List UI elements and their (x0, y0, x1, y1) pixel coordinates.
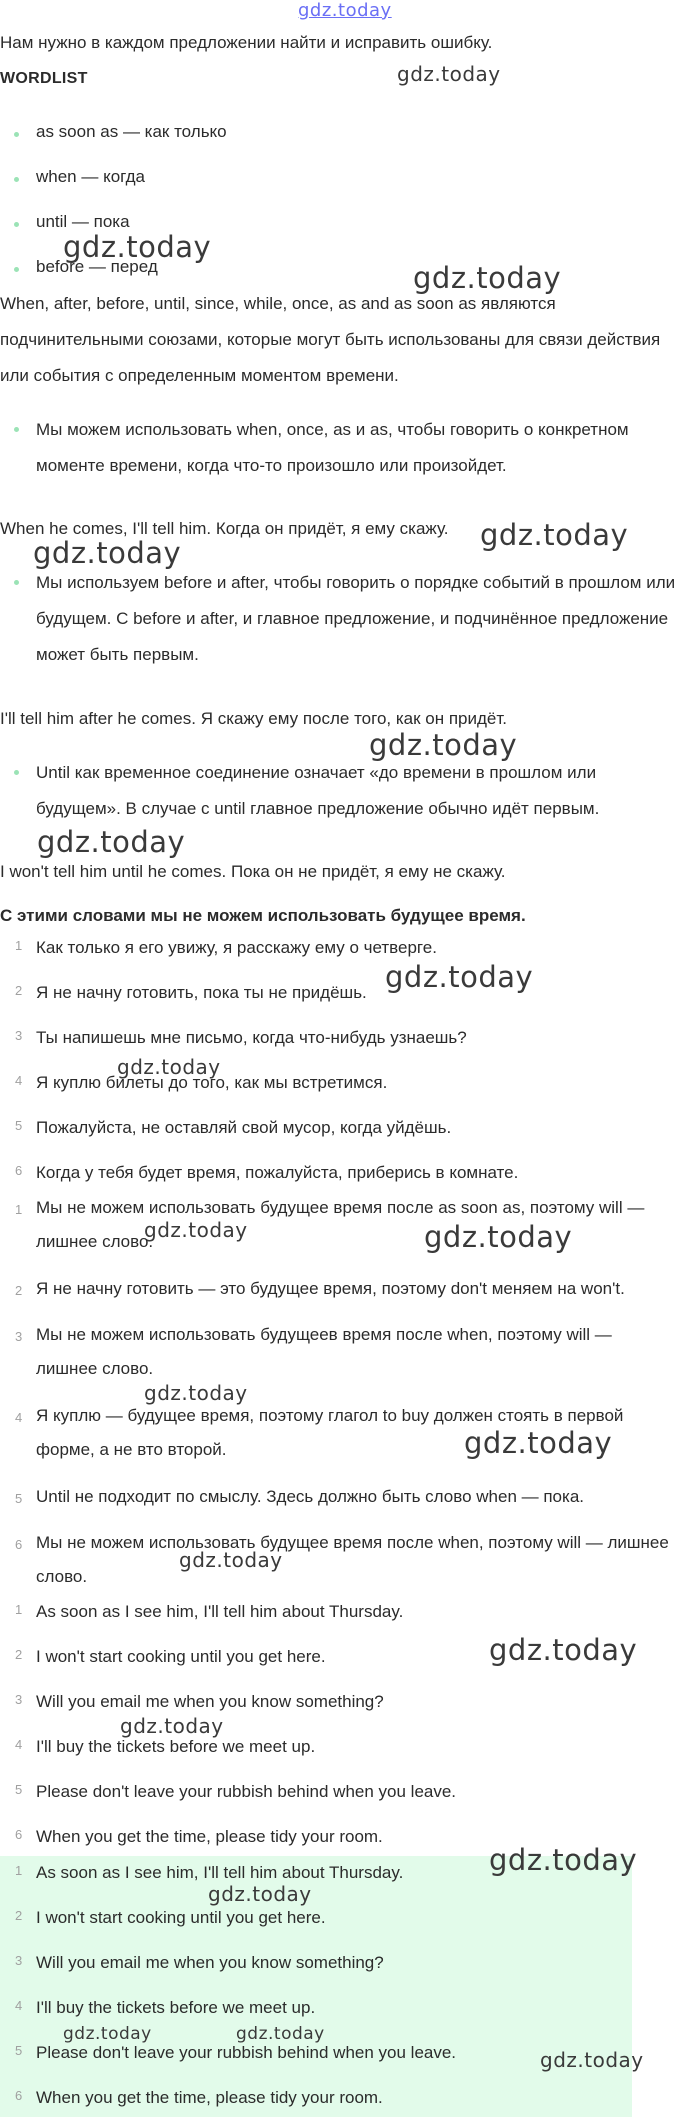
item-number: 6 (15, 1537, 23, 1552)
watermark: gdz.today (63, 230, 212, 264)
item-text: Когда у тебя будет время, пожалуйста, приберись в комнате. (36, 1163, 519, 1182)
item-number: 6 (15, 2088, 23, 2103)
item-text: Will you email me when you know something? (36, 1953, 384, 1972)
watermark: gdz.today (424, 1220, 573, 1254)
item-text: Как только я его увижу, я расскажу ему о четверге. (36, 938, 437, 957)
item-number: 1 (15, 1863, 23, 1878)
wordlist-item: before — перед (36, 257, 158, 276)
watermark: gdz.today (480, 518, 629, 552)
watermark: gdz.today (144, 1381, 248, 1405)
watermark: gdz.today (63, 2024, 152, 2044)
item-text: I won't start cooking until you get here. (36, 1647, 326, 1666)
item-text: When you get the time, please tidy your room. (36, 2088, 383, 2107)
bullet-dot (14, 427, 24, 437)
watermark: gdz.today (489, 1633, 638, 1667)
watermark: gdz.today (236, 2024, 325, 2044)
item-number: 5 (15, 1118, 23, 1133)
task-intro: Нам нужно в каждом предложении найти и исправить ошибку. (0, 33, 493, 52)
bullet-dot (14, 222, 24, 232)
bullet-dot (14, 177, 24, 187)
item-text: Я куплю — будущее время, поэтому глагол to buy должен стоять в первой форме, а не вто второй. (36, 1406, 624, 1459)
item-number: 3 (15, 1953, 23, 1968)
item-text: Please don't leave your rubbish behind when you leave. (36, 2043, 457, 2062)
wordlist-heading: WORDLIST (0, 70, 88, 87)
item-number: 3 (15, 1692, 23, 1707)
bullet-dot (14, 580, 24, 590)
item-text: Я куплю билеты до того, как мы встретимся. (36, 1073, 388, 1092)
item-number: 6 (15, 1827, 23, 1842)
watermark: gdz.today (208, 1882, 312, 1906)
watermark: gdz.today (369, 728, 518, 762)
wordlist-item: until — пока (36, 212, 130, 231)
item-number: 4 (15, 1998, 23, 2013)
item-number: 4 (15, 1073, 23, 1088)
item-text: Я не начну готовить — это будущее время, поэтому don't меняем на won't. (36, 1279, 625, 1298)
item-number: 5 (15, 2043, 23, 2058)
item-text: Я не начну готовить, пока ты не придёшь. (36, 983, 367, 1002)
future-tense-note: С этими словами мы не можем использовать будущее время. (0, 906, 526, 925)
item-number: 1 (15, 1202, 23, 1217)
bullet-dot (14, 770, 24, 780)
item-number: 3 (15, 1028, 23, 1043)
item-text: As soon as I see him, I'll tell him about Thursday. (36, 1602, 404, 1621)
item-text: I won't start cooking until you get here. (36, 1908, 326, 1927)
watermark: gdz.today (464, 1426, 613, 1460)
watermark: gdz.today (413, 261, 562, 295)
rule-bullet: Мы используем before и after, чтобы говорить о порядке событий в прошлом или будущем. С before и after, и главное предложение, и подчинённое предложение может быть первым. (36, 573, 676, 664)
watermark: gdz.today (117, 1055, 221, 1079)
item-text: Мы не можем использовать будущее время после as soon as, поэтому will — лишнее слово. (36, 1198, 645, 1251)
wordlist-item: when — когда (36, 167, 145, 186)
item-number: 2 (15, 1908, 23, 1923)
bullet-dot (14, 267, 24, 277)
item-text: Мы не можем использовать будущее время после when, поэтому will — лишнее слово. (36, 1533, 669, 1586)
bullet-dot (14, 132, 24, 142)
item-number: 2 (15, 983, 23, 998)
rule-bullet: Until как временное соединение означает «до времени в прошлом или будущем». В случае с until главное предложение обычно идёт первым. (36, 763, 600, 818)
conjunctions-paragraph: When, after, before, until, since, while, once, as and as soon as являются подчинительными союзами, которые могут быть использованы для связи действия или события с определенным моментом времени. (0, 294, 661, 385)
item-number: 2 (15, 1647, 23, 1662)
answer-highlight-block (0, 1856, 632, 2117)
item-text: As soon as I see him, I'll tell him about Thursday. (36, 1863, 404, 1882)
example-sentence: When he comes, I'll tell him. Когда он придёт, я ему скажу. (0, 519, 449, 538)
example-sentence: I'll tell him after he comes. Я скажу ему после того, как он придёт. (0, 709, 507, 728)
item-number: 6 (15, 1163, 23, 1178)
item-text: Ты напишешь мне письмо, когда что-нибудь узнаешь? (36, 1028, 467, 1047)
example-sentence: I won't tell him until he comes. Пока он не придёт, я ему не скажу. (0, 862, 506, 881)
watermark: gdz.today (540, 2048, 644, 2072)
item-number: 1 (15, 1602, 23, 1617)
item-text: Please don't leave your rubbish behind when you leave. (36, 1782, 457, 1801)
item-number: 3 (15, 1329, 23, 1344)
wordlist-item: as soon as — как только (36, 122, 227, 141)
item-text: I'll buy the tickets before we meet up. (36, 1998, 316, 2017)
rule-bullet: Мы можем использовать when, once, as и as, чтобы говорить о конкретном моменте времени, когда что-то произошло или произойдет. (36, 420, 629, 475)
watermark: gdz.today (33, 536, 182, 570)
item-number: 2 (15, 1283, 23, 1298)
watermark: gdz.today (144, 1218, 248, 1242)
item-text: Пожалуйста, не оставляй свой мусор, когда уйдёшь. (36, 1118, 452, 1137)
item-text: Мы не можем использовать будущеев время после when, поэтому will — лишнее слово. (36, 1325, 612, 1378)
item-text: I'll buy the tickets before we meet up. (36, 1737, 316, 1756)
item-number: 4 (15, 1737, 23, 1752)
watermark: gdz.today (385, 960, 534, 994)
item-number: 5 (15, 1782, 23, 1797)
watermark: gdz.today (397, 62, 501, 86)
watermark: gdz.today (179, 1548, 283, 1572)
item-text: When you get the time, please tidy your room. (36, 1827, 383, 1846)
item-number: 5 (15, 1491, 23, 1506)
item-number: 1 (15, 938, 23, 953)
item-number: 4 (15, 1410, 23, 1425)
item-text: Will you email me when you know something? (36, 1692, 384, 1711)
item-text: Until не подходит по смыслу. Здесь должно быть слово when — пока. (36, 1487, 584, 1506)
watermark-top-link[interactable]: gdz.today (298, 0, 392, 21)
watermark: gdz.today (489, 1843, 638, 1877)
watermark: gdz.today (120, 1714, 224, 1738)
watermark: gdz.today (37, 825, 186, 859)
